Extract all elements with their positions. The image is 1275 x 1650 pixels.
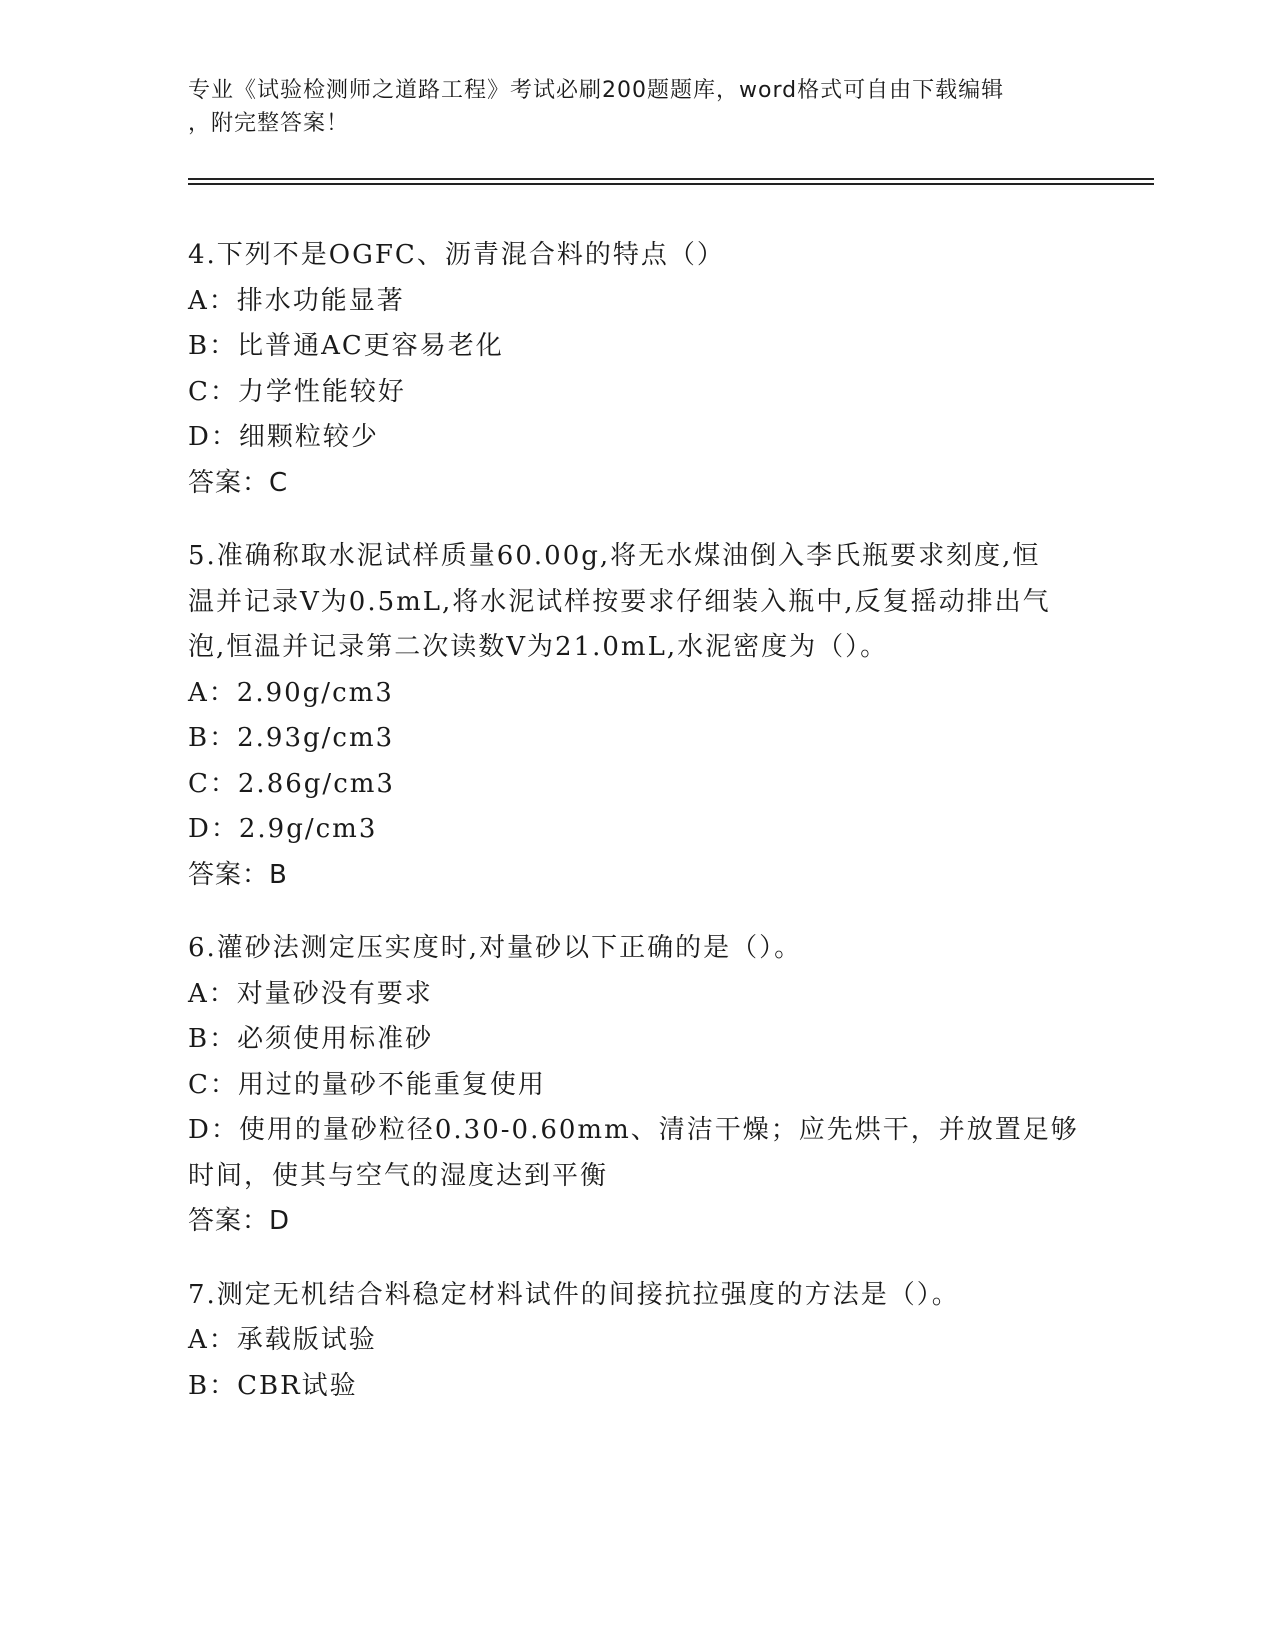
document-header <box>188 74 1068 140</box>
question-stem: 4.下列不是OGFC、沥青混合料的特点（） <box>188 240 725 270</box>
answer-key: 答案：B <box>188 859 288 890</box>
question-stem: 温并记录V为0.5mL,将水泥试样按要求仔细装入瓶中,反复摇动排出气 <box>188 586 1051 617</box>
question-stem: 6.灌砂法测定压实度时,对量砂以下正确的是（）。 <box>188 933 803 963</box>
answer-option: D：细颗粒较少 <box>188 422 379 452</box>
question-stem: 泡,恒温并记录第二次读数V为21.0mL,水泥密度为（）。 <box>188 632 889 662</box>
question-stem: 7.测定无机结合料稳定材料试件的间接抗拉强度的方法是（）。 <box>188 1279 960 1310</box>
question-item <box>188 1273 1088 1410</box>
answer-option: D：使用的量砂粒径0.30-0.60mm、清洁干燥；应先烘干，并放置足够 <box>188 1115 1079 1145</box>
header-rule-top <box>188 178 1154 180</box>
answer-option: A：对量砂没有要求 <box>188 978 433 1009</box>
answer-option: A：承载版试验 <box>188 1325 377 1355</box>
answer-option: B：2.93g/cm3 <box>188 723 395 753</box>
answer-option: B：比普通AC更容易老化 <box>188 331 504 361</box>
answer-option: A：排水功能显著 <box>188 285 405 316</box>
question-stem: 5.准确称取水泥试样质量60.00g,将无水煤油倒入李氏瓶要求刻度,恒 <box>188 541 1041 571</box>
answer-option: C：用过的量砂不能重复使用 <box>188 1069 546 1100</box>
question-item <box>188 926 1088 1245</box>
question-list <box>188 233 1088 1437</box>
question-item <box>188 233 1088 506</box>
answer-option: 时间，使其与空气的湿度达到平衡 <box>188 1160 609 1191</box>
header-line-2: ，附完整答案！ <box>188 111 350 136</box>
question-item <box>188 534 1088 898</box>
answer-key: 答案：C <box>188 467 289 498</box>
answer-option: B：必须使用标准砂 <box>188 1024 434 1054</box>
answer-option: B：CBR试验 <box>188 1370 358 1401</box>
answer-key: 答案：D <box>188 1206 291 1236</box>
answer-option: C：2.86g/cm3 <box>188 768 395 799</box>
answer-option: D：2.9g/cm3 <box>188 814 378 844</box>
answer-option: A：2.90g/cm3 <box>188 677 394 708</box>
header-rule-bottom <box>188 183 1154 185</box>
answer-option: C：力学性能较好 <box>188 376 406 407</box>
header-line-1: 专业《试验检测师之道路工程》考试必刷200题题库，word格式可自由下载编辑 <box>188 78 1005 103</box>
